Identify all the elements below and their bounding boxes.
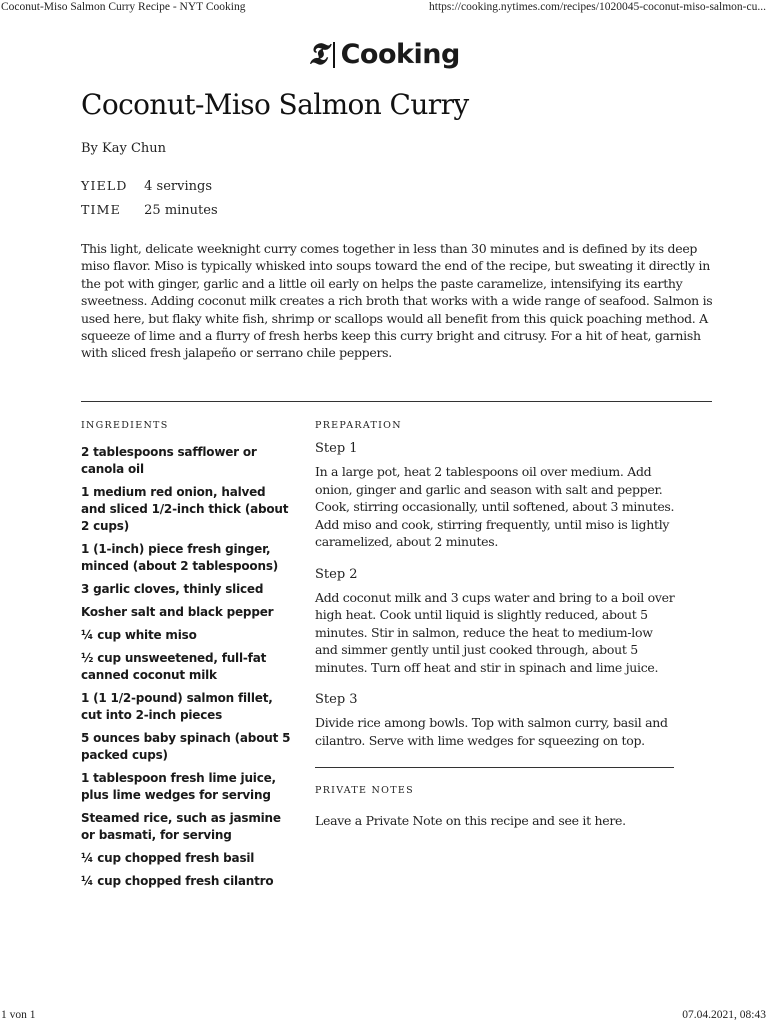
ingredient-item: 3 garlic cloves, thinly sliced (81, 582, 264, 596)
ingredient-item: Kosher salt and black pepper (81, 605, 274, 619)
time-label: TIME (81, 202, 121, 217)
ingredient-item: ¼ cup chopped fresh basil (81, 851, 255, 865)
print-page-count: 1 von 1 (1, 1009, 36, 1021)
step-label: Step 2 (315, 566, 358, 582)
ingredient-item: ¼ cup chopped fresh cilantro (81, 874, 274, 888)
step-label: Step 3 (315, 692, 358, 707)
ingredient-item: 1 tablespoon fresh lime juice, plus lime wedges for serving (81, 771, 276, 802)
step-label: Step 1 (315, 441, 358, 456)
ingredients-list (81, 444, 291, 896)
recipe-title: Coconut-Miso Salmon Curry (81, 88, 469, 121)
time-value: 25 minutes (144, 203, 218, 218)
step-text: Add coconut milk and 3 cups water and bring to a boil over high heat. Cook until liquid is slightly reduced, about 5 minutes. Stir in salmon, reduce the heat to medium-low and simmer gently until just cooked through, about 5 minutes. Turn off heat and stir in spinach and lime juice. (315, 589, 675, 675)
step-text: Divide rice among bowls. Top with salmon curry, basil and cilantro. Serve with lime wedges for squeezing on top. (315, 715, 668, 748)
ingredient-item: ¼ cup white miso (81, 628, 197, 642)
private-notes-text: Leave a Private Note on this recipe and see it here. (315, 813, 626, 828)
nyt-t-logo-icon: 𝕿 (308, 38, 327, 71)
notes-divider (315, 767, 674, 768)
ingredient-item: 5 ounces baby spinach (about 5 packed cups) (81, 731, 291, 762)
yield-value: 4 servings (144, 179, 212, 194)
logo-wordmark: Cooking (340, 39, 460, 70)
print-datetime: 07.04.2021, 08:43 (682, 1009, 766, 1021)
ingredient-item: 1 (1-inch) piece fresh ginger, minced (about 2 tablespoons) (81, 542, 279, 573)
section-divider (81, 401, 712, 402)
time-row (81, 202, 218, 218)
ingredient-item: 2 tablespoons safflower or canola oil (81, 445, 257, 476)
ingredient-item: ½ cup unsweetened, full-fat canned coconut milk (81, 651, 267, 682)
recipe-intro: This light, delicate weeknight curry comes together in less than 30 minutes and is defined by its deep miso flavor. Miso is typically whisked into soups toward the end of the recipe, but sweating it directly in the pot with ginger, garlic and a little oil early on helps the paste caramelize, intensifying its earthy sweetness. Adding coconut milk creates a rich broth that works with a wide range of seafood. Salmon is used here, but flaky white fish, shrimp or scallops would all benefit from this quick poaching method. A squeeze of lime and a flurry of fresh herbs keep this curry bright and citrusy. For a hit of heat, garnish with sliced fresh jalapeño or serrano chile peppers. (81, 241, 713, 361)
nyt-cooking-logo[interactable] (0, 40, 768, 74)
yield-row (81, 178, 212, 194)
ingredient-item: 1 (1 1/2-pound) salmon fillet, cut into 2-inch pieces (81, 691, 273, 722)
preparation-heading: PREPARATION (315, 420, 402, 431)
ingredient-item: Steamed rice, such as jasmine or basmati, for serving (81, 811, 281, 842)
logo-divider (333, 42, 335, 68)
private-notes-heading: PRIVATE NOTES (315, 785, 414, 796)
ingredients-heading: INGREDIENTS (81, 420, 169, 431)
step-text: In a large pot, heat 2 tablespoons oil over medium. Add onion, ginger and garlic and season with salt and pepper. Cook, stirring occasionally, until softened, about 3 minutes. Add miso and cook, stirring frequently, until miso is lightly caramelized, about 2 minutes. (315, 464, 675, 549)
recipe-byline: By Kay Chun (81, 141, 167, 156)
preparation-steps (315, 441, 675, 765)
yield-label: YIELD (81, 178, 128, 193)
print-page-title: Coconut-Miso Salmon Curry Recipe - NYT Cooking (1, 1, 246, 13)
ingredient-item: 1 medium red onion, halved and sliced 1/2-inch thick (about 2 cups) (81, 485, 289, 533)
print-url: https://cooking.nytimes.com/recipes/1020045-coconut-miso-salmon-cu... (429, 1, 766, 13)
